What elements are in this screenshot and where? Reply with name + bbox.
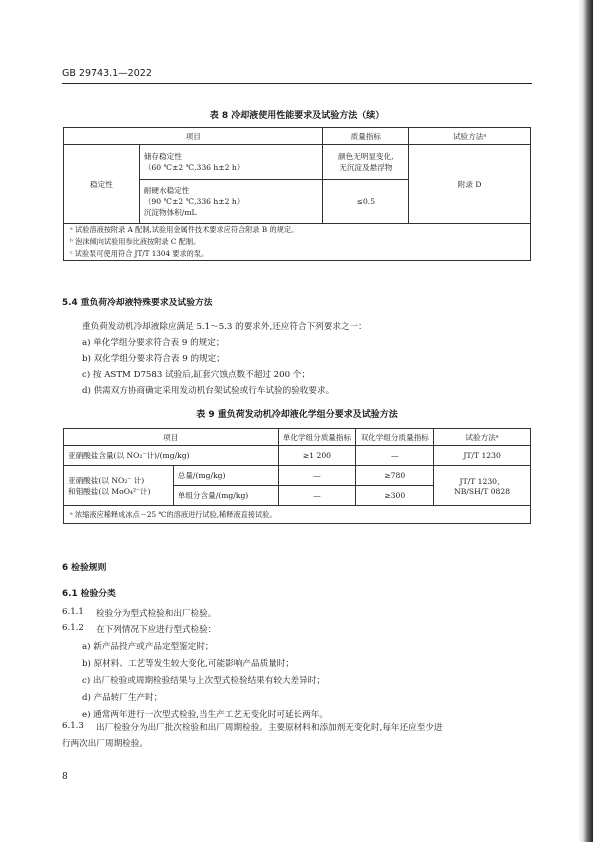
section-6-heading: 6 检验规则 — [62, 563, 107, 573]
table8-row-item: 耐硬水稳定性 （90 ℃±2 ℃,336 h±2 h） 沉淀物体积/mL — [139, 180, 323, 224]
section-5-4-heading: 5.4 重负荷冷却液特殊要求及试验方法 — [62, 298, 213, 308]
table9-header-method: 试验方法ᵃ — [434, 429, 531, 446]
clause-number: 6.1.1 — [62, 607, 84, 617]
section-6-1-heading: 6.1 检验分类 — [62, 589, 116, 599]
table9-header-double: 双化学组分质量指标 — [356, 429, 434, 446]
list-item: d) 供需双方协商确定采用发动机台架试验或行车试验的验收要求。 — [82, 386, 335, 396]
list-item: c) 出厂检验或周期检验结果与上次型式检验结果有较大差异时； — [82, 676, 325, 686]
table9-header-single: 单化学组分质量指标 — [278, 429, 356, 446]
table8-note: ᵇ 泡沫倾向试验用参比液按附录 C 配制。 — [64, 236, 531, 248]
clause-number: 6.1.3 — [62, 721, 84, 731]
list-item: a) 单化学组分要求符合表 9 的规定； — [82, 338, 225, 348]
section-5-4-intro: 重负荷发动机冷却液除应满足 5.1～5.3 的要求外,还应符合下列要求之一： — [82, 322, 367, 332]
list-item: b) 原材料、工艺等发生较大变化,可能影响产品质量时； — [82, 659, 294, 669]
list-item: c) 按 ASTM D7583 试验后,缸套穴蚀点数不超过 200 个； — [82, 370, 310, 380]
table8-row-spec: 颜色无明显变化, 无沉淀及悬浮物 — [323, 145, 409, 180]
table8-note: ᵃ 试验溶液按附录 A 配制,试验用金属件技术要求应符合附录 B 的规定。 — [64, 224, 531, 237]
table9-header-item: 项目 — [64, 429, 279, 446]
page-number: 8 — [62, 772, 68, 782]
standard-code: GB 29743.1—2022 — [62, 68, 152, 79]
table9-subrow-item: 总量/(mg/kg) — [173, 466, 278, 486]
clause-text: 在下列情况下应进行型式检验： — [96, 625, 217, 635]
table8-header-item: 项目 — [64, 128, 323, 145]
table9-row-item: 亚硝酸盐含量(以 NO₂⁻计)/(mg/kg) — [64, 446, 279, 466]
table9-note: ᵃ 浓缩液应稀释成冰点－25 ℃的溶液进行试验,稀释液直接试验。 — [64, 506, 531, 524]
table9 — [63, 428, 531, 524]
list-item: b) 双化学组分要求符合表 9 的规定； — [82, 354, 225, 364]
table8-row-spec: ≤0.5 — [323, 180, 409, 224]
list-item: a) 新产品投产或产品定型鉴定时； — [82, 642, 214, 652]
table9-row-single: — — [278, 486, 356, 506]
table9-row-single: — — [278, 466, 356, 486]
table9-group-label: 亚硝酸盐(以 NO₂⁻ 计) 和钼酸盐(以 MoO₄²⁻计) — [64, 466, 174, 506]
clause-text-continued: 行两次出厂周期检验。 — [62, 739, 148, 749]
table8-header-spec: 质量指标 — [323, 128, 409, 145]
table9-row-single: ≥1 200 — [278, 446, 356, 466]
table8-group-label: 稳定性 — [64, 145, 140, 224]
table8-row-item: 储存稳定性 （60 ℃±2 ℃,336 h±2 h） — [139, 145, 323, 180]
clause-text: 出厂检验分为出厂批次检验和出厂周期检验。主要原材料和添加剂无变化时,每年还应至少进 — [96, 723, 443, 733]
header-rule — [62, 83, 532, 84]
table9-row-method: JT/T 1230 — [434, 446, 531, 466]
table9-subrow-item: 单组分含量/(mg/kg) — [173, 486, 278, 506]
table8-header-method: 试验方法ᵃ — [409, 128, 531, 145]
table8 — [63, 127, 531, 261]
table9-method-group: JT/T 1230、 NB/SH/T 0828 — [434, 466, 531, 506]
table8-caption: 表 8 冷却液使用性能要求及试验方法（续） — [209, 111, 385, 121]
table9-row-double: ≥300 — [356, 486, 434, 506]
clause-number: 6.1.2 — [62, 623, 84, 633]
table8-method: 附录 D — [409, 145, 531, 224]
list-item: d) 产品转厂生产时； — [82, 693, 163, 703]
list-item: e) 通常两年进行一次型式检验,当生产工艺无变化时可延长两年。 — [82, 710, 328, 720]
table9-row-double: ≥780 — [356, 466, 434, 486]
scan-edge — [583, 0, 593, 842]
table8-note: ᶜ 试验泵可使用符合 JT/T 1304 要求的泵。 — [64, 248, 531, 261]
clause-text: 检验分为型式检验和出厂检验。 — [96, 609, 217, 619]
table9-row-double: — — [356, 446, 434, 466]
table9-caption: 表 9 重负荷发动机冷却液化学组分要求及试验方法 — [196, 410, 398, 420]
